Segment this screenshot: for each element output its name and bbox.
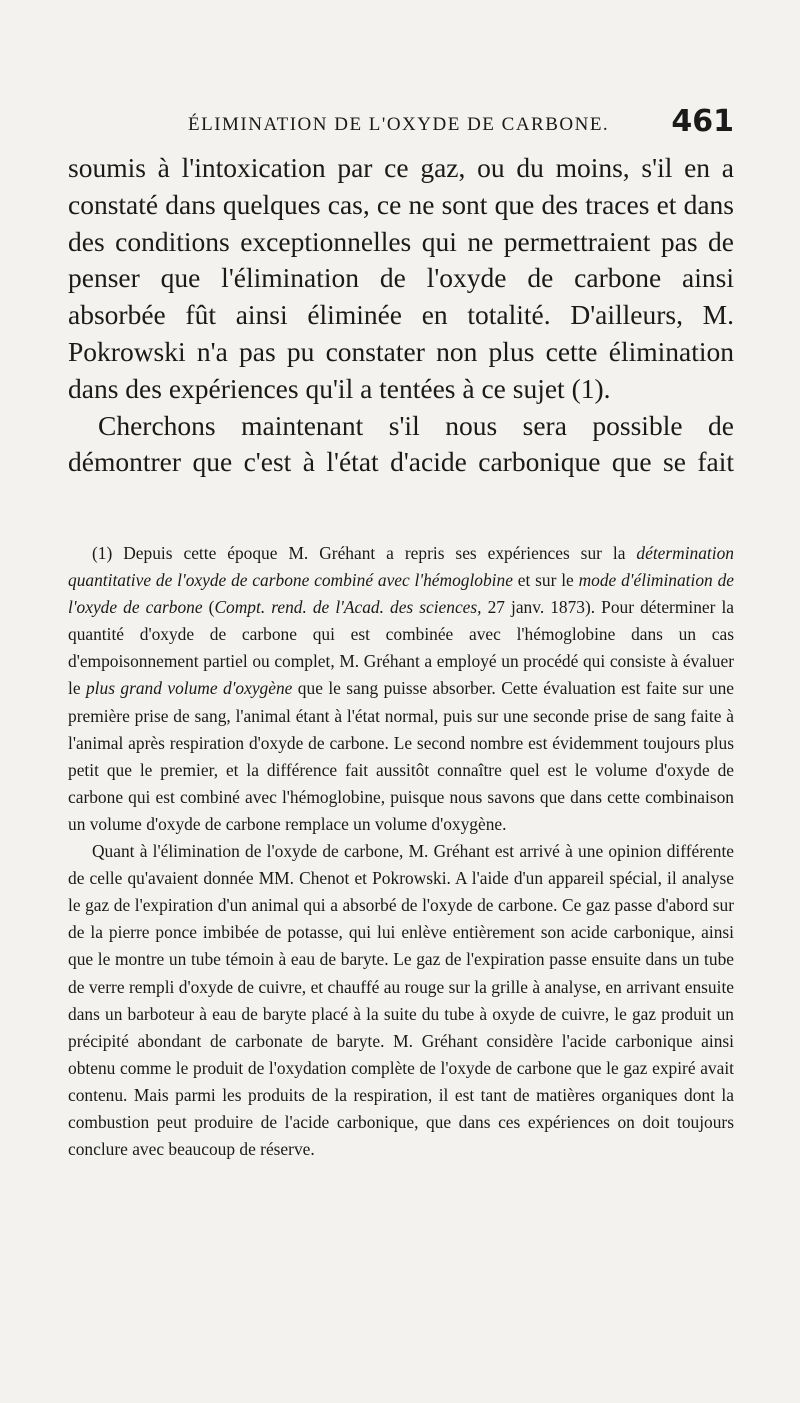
footnote-italic-title: détermination quantitative de l'oxyde de carbone combiné avec l'hémoglobine — [68, 543, 734, 591]
body-paragraph-1: soumis à l'intoxication par ce gaz, ou du moins, s'il en a constaté dans quelques cas, ce ne sont que des traces et dans des conditions exceptionnelles qui ne permettraient pas de penser que l'élimination de l'oxyde de carbone ainsi absorbée fût ainsi éliminée en totalité. D'ailleurs, M. Pokrowski n'a pas pu constater non plus cette élimination dans des expériences qu'il a tentées à ce sujet (1). — [68, 152, 734, 404]
body-paragraph-2: Cherchons maintenant s'il nous sera possible de démontrer que c'est à l'état d'acide carbonique que se fait — [68, 409, 734, 478]
footnote-italic-phrase: plus grand volume d'oxygène — [85, 678, 293, 699]
footnote-text: 27 janv. 1873). Pour déterminer la quantité d'oxyde de carbone qui est combinée avec l'hémoglobine dans un cas d'empoisonnement partiel ou complet, M. Gréhant a employé un procédé qui consiste à évaluer le — [68, 597, 735, 699]
page-number: 461 — [671, 104, 734, 139]
footnote-paragraph-1 — [68, 540, 734, 838]
footnote-text: que le sang puisse absorber. Cette évaluation est faite sur une première prise de sang, l'animal étant à l'état normal, puis sur une seconde prise de sang faite à l'animal après respiration d'oxyde de carbone. Le second nombre est évidemment toujours plus petit que le premier, et la différence fait aussitôt connaître quel est le volume d'oxyde de carbone qui est combiné avec l'hémoglobine, puisque nous savons que dans cette combinaison un volume d'oxyde de carbone remplace un volume d'oxygène. — [68, 678, 734, 834]
footnote-paragraph-2: Quant à l'élimination de l'oxyde de carbone, M. Gréhant est arrivé à une opinion différente de celle qu'avaient donnée MM. Chenot et Pokrowski. A l'aide d'un appareil spécial, il analyse le gaz de l'expiration d'un animal qui a absorbé de l'oxyde de carbone. Ce gaz passe d'abord sur de la pierre ponce imbibée de potasse, qui lui enlève entièrement son acide carbonique, ainsi que le montre un tube témoin à eau de baryte. Le gaz de l'expiration passe ensuite dans un tube de verre rempli d'oxyde de cuivre, et chauffé au rouge sur la grille à analyse, en arrivant ensuite dans un barboteur à eau de baryte placé à la suite du tube à oxyde de cuivre, le gaz produit un précipité abondant de carbonate de baryte. M. Gréhant considère l'acide carbonique ainsi obtenu comme le produit de l'oxydation complète de l'oxyde de carbone que le gaz expiré avait contenu. Mais parmi les produits de la respiration, il est tant de matières organiques dont la combustion peut produire de l'acide carbonique, que dans ces expériences on doit toujours conclure avec beaucoup de réserve. — [68, 841, 734, 1160]
footnote-citation: Compt. rend. de l'Acad. des sciences, — [214, 597, 482, 618]
footnote-text: ( — [202, 597, 215, 618]
footnote — [68, 540, 734, 1163]
footnote-italic-title: mode d'élimination de l'oxyde de carbone — [68, 570, 734, 618]
footnote-text: et sur le — [512, 570, 579, 591]
running-title: ÉLIMINATION DE L'OXYDE DE CARBONE. — [188, 114, 610, 135]
running-head — [68, 104, 734, 144]
footnote-text: (1) Depuis cette époque M. Gréhant a repris ses expériences sur la — [92, 543, 637, 563]
main-text — [68, 150, 734, 481]
